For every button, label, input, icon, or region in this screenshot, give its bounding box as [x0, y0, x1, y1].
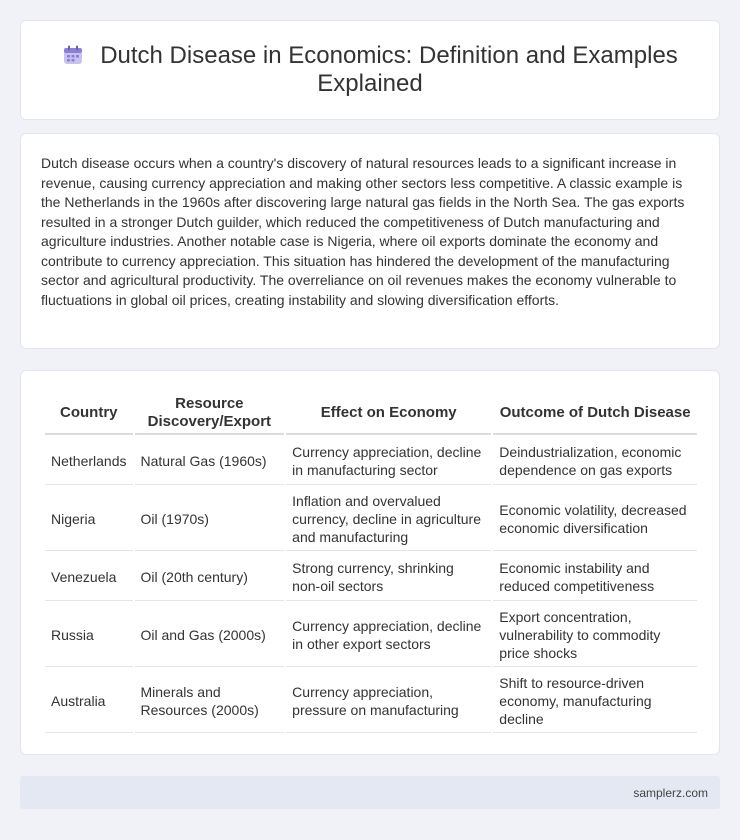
cell-country: Nigeria: [45, 487, 133, 551]
page-title: [60, 42, 680, 98]
cell-resource: Oil (20th century): [135, 553, 285, 601]
cell-effect: Currency appreciation, pressure on manufacturing: [286, 669, 491, 733]
cell-country: Russia: [45, 603, 133, 667]
table-header-row: [45, 393, 697, 435]
dutch-disease-table: [43, 391, 699, 735]
header-card: [20, 20, 720, 120]
header-country: Country: [45, 393, 133, 435]
cell-resource: Oil (1970s): [135, 487, 285, 551]
header-effect: Effect on Economy: [286, 393, 491, 435]
footer: [20, 776, 720, 809]
cell-effect: Inflation and overvalued currency, decline in agriculture and manufacturing: [286, 487, 491, 551]
table-row: [45, 553, 697, 601]
calendar-icon: [62, 44, 84, 66]
cell-resource: Minerals and Resources (2000s): [135, 669, 285, 733]
cell-outcome: Economic volatility, decreased economic diversification: [493, 487, 697, 551]
page-title-text: Dutch Disease in Economics: Definition and Examples Explained: [100, 42, 678, 97]
cell-effect: Strong currency, shrinking non-oil sectors: [286, 553, 491, 601]
table-row: [45, 603, 697, 667]
table-card: [20, 370, 720, 755]
cell-country: Australia: [45, 669, 133, 733]
footer-site-link[interactable]: samplerz.com: [633, 786, 708, 800]
cell-effect: Currency appreciation, decline in manufacturing sector: [286, 437, 491, 485]
cell-outcome: Shift to resource-driven economy, manufacturing decline: [493, 669, 697, 733]
cell-outcome: Export concentration, vulnerability to commodity price shocks: [493, 603, 697, 667]
cell-effect: Currency appreciation, decline in other export sectors: [286, 603, 491, 667]
table-row: [45, 669, 697, 733]
cell-outcome: Economic instability and reduced competitiveness: [493, 553, 697, 601]
header-resource: Resource Discovery/Export: [135, 393, 285, 435]
cell-resource: Oil and Gas (2000s): [135, 603, 285, 667]
header-outcome: Outcome of Dutch Disease: [493, 393, 697, 435]
cell-resource: Natural Gas (1960s): [135, 437, 285, 485]
cell-country: Netherlands: [45, 437, 133, 485]
table-row: [45, 437, 697, 485]
cell-country: Venezuela: [45, 553, 133, 601]
intro-paragraph: Dutch disease occurs when a country's discovery of natural resources leads to a significant increase in revenue, causing currency appreciation and making other sectors less competitive. A classic example is the Netherlands in the 1960s after discovering large natural gas fields in the North Sea. The gas exports resulted in a stronger Dutch guilder, which reduced the competitiveness of Dutch manufacturing and agriculture industries. Another notable case is Nigeria, where oil exports dominate the economy and contribute to currency appreciation. This situation has hindered the development of the manufacturing sector and agricultural productivity. The overreliance on oil revenues makes the economy vulnerable to fluctuations in global oil prices, creating instability and slowing diversification efforts.: [41, 155, 685, 308]
intro-card: [20, 133, 720, 349]
table-row: [45, 487, 697, 551]
cell-outcome: Deindustrialization, economic dependence on gas exports: [493, 437, 697, 485]
